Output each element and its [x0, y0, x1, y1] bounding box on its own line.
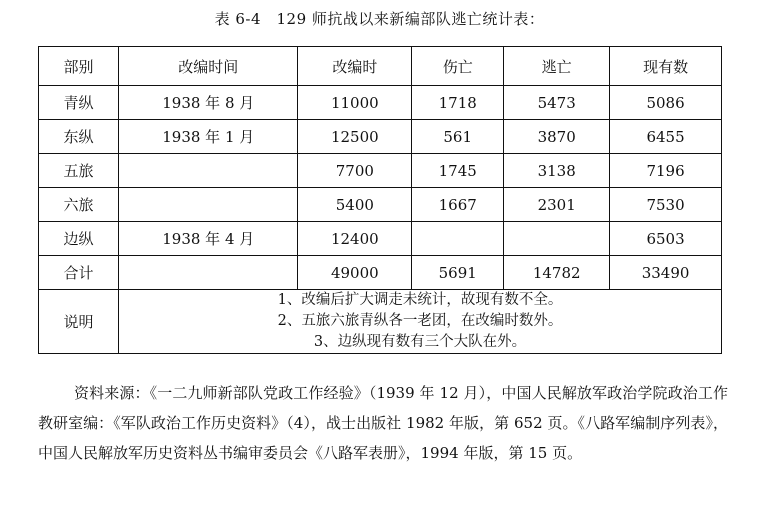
cell-desertions: 14782: [504, 256, 610, 290]
table-header-row: [39, 47, 722, 86]
cell-reorg-time: [119, 188, 298, 222]
cell-reorg-time: 1938 年 4 月: [119, 222, 298, 256]
cell-reorg-time: 1938 年 8 月: [119, 86, 298, 120]
table-row: [39, 120, 722, 154]
cell-casualties: 1667: [412, 188, 504, 222]
note-item: 1、改编后扩大调走未统计，故现有数不全。: [277, 292, 563, 308]
table-row: [39, 154, 722, 188]
cell-current-strength: 33490: [610, 256, 722, 290]
cell-desertions: 3870: [504, 120, 610, 154]
header-unit: 部别: [39, 47, 119, 86]
cell-at-reorg: 7700: [298, 154, 412, 188]
statistics-table: [38, 46, 722, 354]
cell-casualties: [412, 222, 504, 256]
cell-unit: 六旅: [39, 188, 119, 222]
cell-current-strength: 6455: [610, 120, 722, 154]
cell-current-strength: 6503: [610, 222, 722, 256]
table-notes-row: [39, 290, 722, 354]
cell-at-reorg: 11000: [298, 86, 412, 120]
cell-casualties: 1745: [412, 154, 504, 188]
table-title: 表 6-4 129 师抗战以来新编部队逃亡统计表：: [214, 10, 545, 28]
header-desertions: 逃亡: [504, 47, 610, 86]
cell-unit: 东纵: [39, 120, 119, 154]
cell-desertions: 2301: [504, 188, 610, 222]
cell-at-reorg: 12400: [298, 222, 412, 256]
source-note: 资料来源：《一二九师新部队党政工作经验》（1939 年 12 月），中国人民解放军政治学院政治工作教研室编：《军队政治工作历史资料》（4），战士出版社 1982 年版，第 652 页。《八路军编制序列表》，中国人民解放军历史资料丛书编审委员会《八路军表册》，1994 年版，第 15 页。: [38, 384, 728, 462]
cell-current-strength: 5086: [610, 86, 722, 120]
table-row: [39, 188, 722, 222]
cell-casualties: 5691: [412, 256, 504, 290]
cell-unit: 边纵: [39, 222, 119, 256]
cell-current-strength: 7196: [610, 154, 722, 188]
header-reorg-time: 改编时间: [119, 47, 298, 86]
header-at-reorg: 改编时: [298, 47, 412, 86]
cell-desertions: 5473: [504, 86, 610, 120]
cell-casualties: 561: [412, 120, 504, 154]
cell-at-reorg: 5400: [298, 188, 412, 222]
table-total-row: [39, 256, 722, 290]
cell-at-reorg: 49000: [298, 256, 412, 290]
cell-reorg-time: [119, 154, 298, 188]
table-row: [39, 222, 722, 256]
cell-desertions: [504, 222, 610, 256]
note-item: 3、边纵现有数有三个大队在外。: [313, 334, 527, 350]
cell-at-reorg: 12500: [298, 120, 412, 154]
cell-desertions: 3138: [504, 154, 610, 188]
header-current-strength: 现有数: [610, 47, 722, 86]
table-row: [39, 86, 722, 120]
cell-reorg-time: [119, 256, 298, 290]
notes-cell: [119, 290, 722, 354]
cell-casualties: 1718: [412, 86, 504, 120]
notes-label: 说明: [39, 290, 119, 354]
note-item: 2、五旅六旅青纵各一老团，在改编时数外。: [277, 313, 563, 329]
header-casualties: 伤亡: [412, 47, 504, 86]
cell-reorg-time: 1938 年 1 月: [119, 120, 298, 154]
cell-unit: 五旅: [39, 154, 119, 188]
cell-current-strength: 7530: [610, 188, 722, 222]
cell-unit: 合计: [39, 256, 119, 290]
cell-unit: 青纵: [39, 86, 119, 120]
